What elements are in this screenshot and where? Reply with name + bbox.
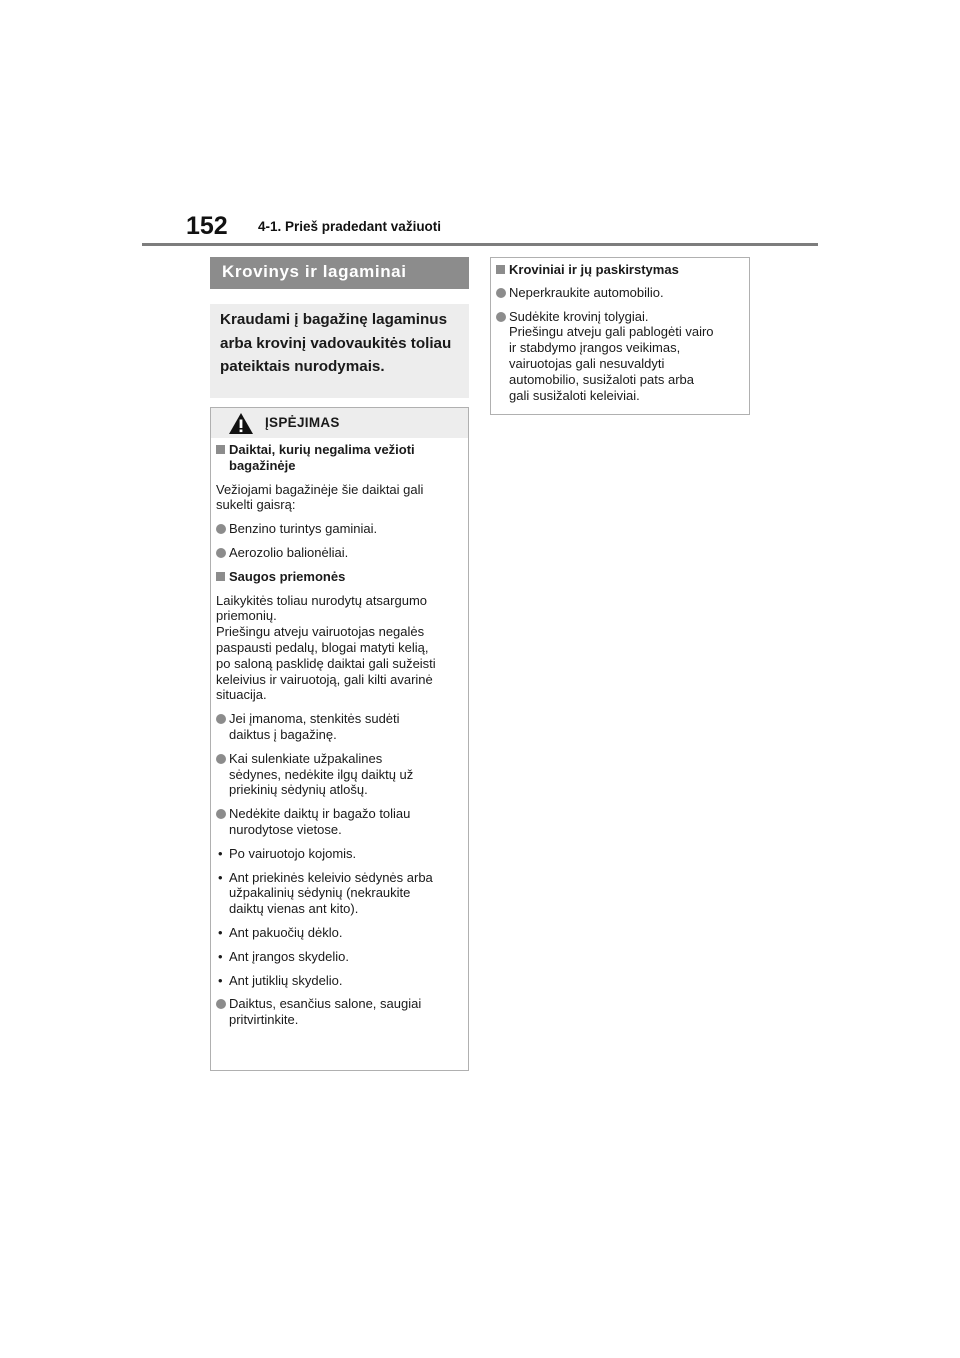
dash-list-item: • Po vairuotojo kojomis. xyxy=(218,845,357,861)
list-item: Neperkraukite automobilio. xyxy=(496,285,739,301)
section-title: Krovinys ir lagaminai xyxy=(210,257,469,289)
warning-body xyxy=(211,438,468,1028)
paragraph-precautions: Laikykitės toliau nurodytų atsargumo priemonių. Priešingu atveju vairuotojas negalės paspausti pedalų, blogai matyti kelią, po saloną pasklidę daiktai gali sužeisti keleivius ir vairuotoją, gali kilti avarinė situacija. xyxy=(216,592,436,703)
list-item: Aerozolio balionėliai. xyxy=(216,545,456,561)
dash-list-item: • Ant priekinės keleivio sėdynės arba užpakalinių sėdynių (nekraukite daiktų vienas ant kito). xyxy=(218,869,433,917)
list-item: Nedėkite daiktų ir bagažo toliau nurodytose vietose. xyxy=(216,806,456,838)
round-bullet-icon xyxy=(216,548,226,558)
square-bullet-icon xyxy=(216,572,225,581)
dash-bullet-icon: • xyxy=(218,845,223,861)
dash-list-item: • Ant jutiklių skydelio. xyxy=(218,972,343,988)
dash-bullet-icon: • xyxy=(218,869,223,885)
round-bullet-icon xyxy=(216,754,226,764)
round-bullet-icon xyxy=(496,312,506,322)
dash-bullet-icon: • xyxy=(218,972,223,988)
square-bullet-icon xyxy=(496,265,505,274)
warning-title: ĮSPĖJIMAS xyxy=(265,415,340,430)
dash-list-item: • Ant įrangos skydelio. xyxy=(218,948,349,964)
chapter-title: 4-1. Prieš pradedant važiuoti xyxy=(258,219,442,234)
round-bullet-icon xyxy=(216,809,226,819)
dash-list-item: • Ant pakuočių dėklo. xyxy=(218,924,343,940)
subheading-forbidden-items: Daiktai, kurių negalima vežioti bagažinėje xyxy=(216,442,456,474)
round-bullet-icon xyxy=(216,714,226,724)
round-bullet-icon xyxy=(496,288,506,298)
dash-bullet-icon: • xyxy=(218,924,223,940)
header-divider xyxy=(142,243,818,246)
subheading-safety-measures: Saugos priemonės xyxy=(216,569,456,585)
round-bullet-icon xyxy=(216,524,226,534)
list-item: Jei įmanoma, stenkitės sudėti daiktus į bagažinę. xyxy=(216,711,456,743)
paragraph-fire-risk: Vežiojami bagažinėje šie daiktai gali sukelti gaisrą: xyxy=(216,481,424,513)
warning-box xyxy=(210,407,469,1071)
square-bullet-icon xyxy=(216,445,225,454)
subheading-load-distribution: Kroviniai ir jų paskirstymas xyxy=(496,262,739,278)
list-item: Daiktus, esančius salone, saugiai pritvirtinkite. xyxy=(216,996,456,1028)
list-item: Kai sulenkiate užpakalines sėdynes, nedėkite ilgų daiktų už priekinių sėdynių atlošų. xyxy=(216,751,456,798)
intro-text: Kraudami į bagažinę lagaminus arba krovinį vadovaukitės toliau pateiktais nurodymais. xyxy=(210,304,469,398)
dash-bullet-icon: • xyxy=(218,948,223,964)
list-item: Sudėkite krovinį tolygiai. Priešingu atveju gali pablogėti vairo ir stabdymo įrangos veikimas, vairuotojas gali nesuvaldyti automobilio, susižaloti pats arba gali susižaloti keleiviai. xyxy=(496,309,739,404)
warning-header xyxy=(211,408,468,438)
page-number: 152 xyxy=(186,212,228,240)
round-bullet-icon xyxy=(216,999,226,1009)
list-item: Benzino turintys gaminiai. xyxy=(216,521,456,537)
load-distribution-box xyxy=(490,257,750,415)
warning-triangle-icon xyxy=(228,412,254,435)
